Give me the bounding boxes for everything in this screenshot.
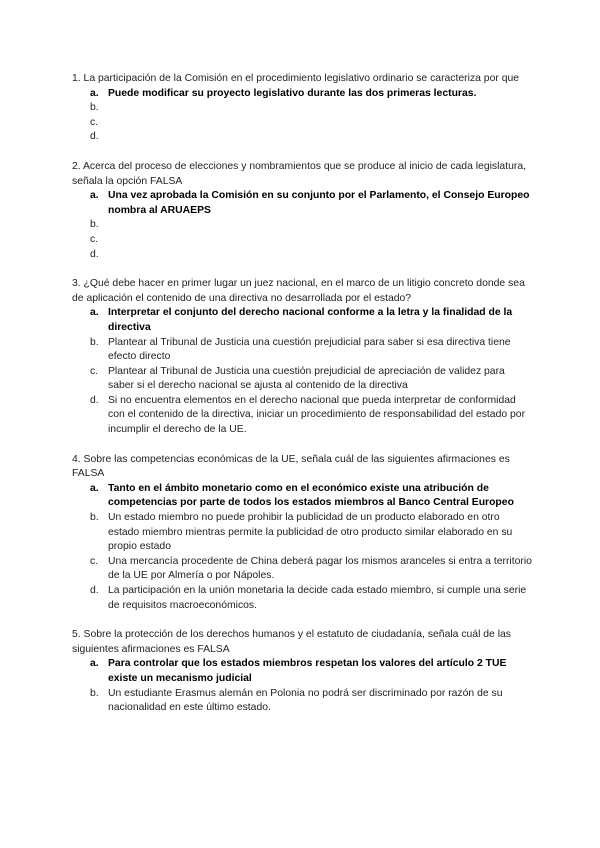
question-text: 2. Acerca del proceso de elecciones y nombramientos que se produce al inicio de cada legislatura, señala la opción FALSA bbox=[72, 160, 526, 187]
option-letter: a. bbox=[90, 307, 99, 319]
option-text: Tanto en el ámbito monetario como en el económico existe una atribución de competencias por parte de todos los estados miembros al Banco Central Europeo bbox=[108, 482, 514, 509]
option-letter: c. bbox=[90, 365, 99, 377]
option-b bbox=[72, 336, 532, 365]
option-letter: c. bbox=[90, 116, 99, 128]
option-letter: b. bbox=[90, 336, 99, 348]
options-list bbox=[72, 189, 532, 262]
question-1 bbox=[72, 72, 532, 145]
option-text: La participación en la unión monetaria la decide cada estado miembro, si cumple una serie de requisitos macroeconómicos. bbox=[108, 585, 527, 611]
option-text: Puede modificar su proyecto legislativo durante las dos primeras lecturas. bbox=[108, 87, 477, 99]
option-letter: b. bbox=[90, 512, 99, 524]
question-text: 3. ¿Qué debe hacer en primer lugar un juez nacional, en el marco de un litigio concreto donde sea de aplicación el contenido de una directiva no desarrollada por el estado? bbox=[72, 278, 525, 304]
question-text: 4. Sobre las competencias económicas de la UE, señala cuál de las siguientes afirmaciones es FALSA bbox=[72, 453, 510, 480]
option-text: Una mercancía procedente de China deberá pagar los mismos aranceles si entra a territorio de la UE por Almería o por Nápoles. bbox=[108, 555, 532, 582]
option-text: Un estado miembro no puede prohibir la publicidad de un producto elaborado en otro estado miembro mientras permite la publicidad de otro producto similar elaborado en su propio estado bbox=[108, 512, 513, 553]
option-a bbox=[72, 189, 532, 218]
option-b bbox=[72, 511, 532, 555]
option-letter: a. bbox=[90, 482, 99, 494]
option-c bbox=[72, 555, 532, 584]
option-text: Si no encuentra elementos en el derecho nacional que pueda interpretar de conformidad con el contenido de la directiva, iniciar un procedimiento de responsabilidad del estado por incumplir el derecho de la UE. bbox=[108, 394, 526, 436]
option-letter: a. bbox=[90, 658, 99, 670]
option-d bbox=[72, 130, 532, 145]
option-a bbox=[72, 87, 532, 102]
option-text: Una vez aprobada la Comisión en su conjunto por el Parlamento, el Consejo Europeo nombra al ARUAEPS bbox=[108, 190, 530, 216]
option-letter: d. bbox=[90, 585, 99, 596]
option-text: Plantear al Tribunal de Justicia una cuestión prejudicial para saber si esa directiva tiene efecto directo bbox=[108, 336, 511, 363]
options-list bbox=[72, 306, 532, 437]
option-letter: b. bbox=[90, 219, 99, 231]
option-b bbox=[72, 687, 532, 716]
option-letter: a. bbox=[90, 87, 99, 99]
option-letter: a. bbox=[90, 190, 99, 202]
option-a bbox=[72, 657, 532, 686]
question-text: 1. La participación de la Comisión en el procedimiento legislativo ordinario se caracteriza por que bbox=[72, 73, 520, 84]
option-b bbox=[72, 218, 532, 233]
option-d bbox=[72, 584, 532, 613]
option-letter: d. bbox=[90, 248, 99, 260]
options-list bbox=[72, 482, 532, 613]
question-2 bbox=[72, 160, 532, 262]
option-a bbox=[72, 306, 532, 335]
option-letter: b. bbox=[90, 102, 99, 114]
question-text: 5. Sobre la protección de los derechos humanos y el estatuto de ciudadanía, señala cuál de las siguientes afirmaciones es FALSA bbox=[72, 629, 511, 655]
document-page bbox=[72, 72, 532, 731]
option-letter: c. bbox=[90, 555, 99, 567]
option-c bbox=[72, 233, 532, 248]
option-letter: c. bbox=[90, 233, 99, 245]
options-list bbox=[72, 87, 532, 145]
option-text: Plantear al Tribunal de Justicia una cuestión prejudicial de apreciación de validez para saber si el derecho nacional se ajusta al contenido de la directiva bbox=[108, 365, 505, 392]
question-3 bbox=[72, 277, 532, 438]
option-c bbox=[72, 116, 532, 131]
option-text: Un estudiante Erasmus alemán en Polonia no podrá ser discriminado por razón de su nacionalidad en este último estado. bbox=[108, 687, 503, 714]
options-list bbox=[72, 657, 532, 715]
option-letter: d. bbox=[90, 394, 99, 406]
option-letter: d. bbox=[90, 131, 99, 143]
option-d bbox=[72, 248, 532, 263]
option-text: Interpretar el conjunto del derecho nacional conforme a la letra y la finalidad de la directiva bbox=[108, 307, 513, 333]
option-d bbox=[72, 394, 532, 438]
option-a bbox=[72, 482, 532, 511]
question-5 bbox=[72, 628, 532, 716]
option-letter: b. bbox=[90, 687, 99, 699]
option-b bbox=[72, 101, 532, 116]
option-c bbox=[72, 365, 532, 394]
question-4 bbox=[72, 453, 532, 614]
option-text: Para controlar que los estados miembros respetan los valores del artículo 2 TUE existe un mecanismo judicial bbox=[108, 658, 507, 684]
